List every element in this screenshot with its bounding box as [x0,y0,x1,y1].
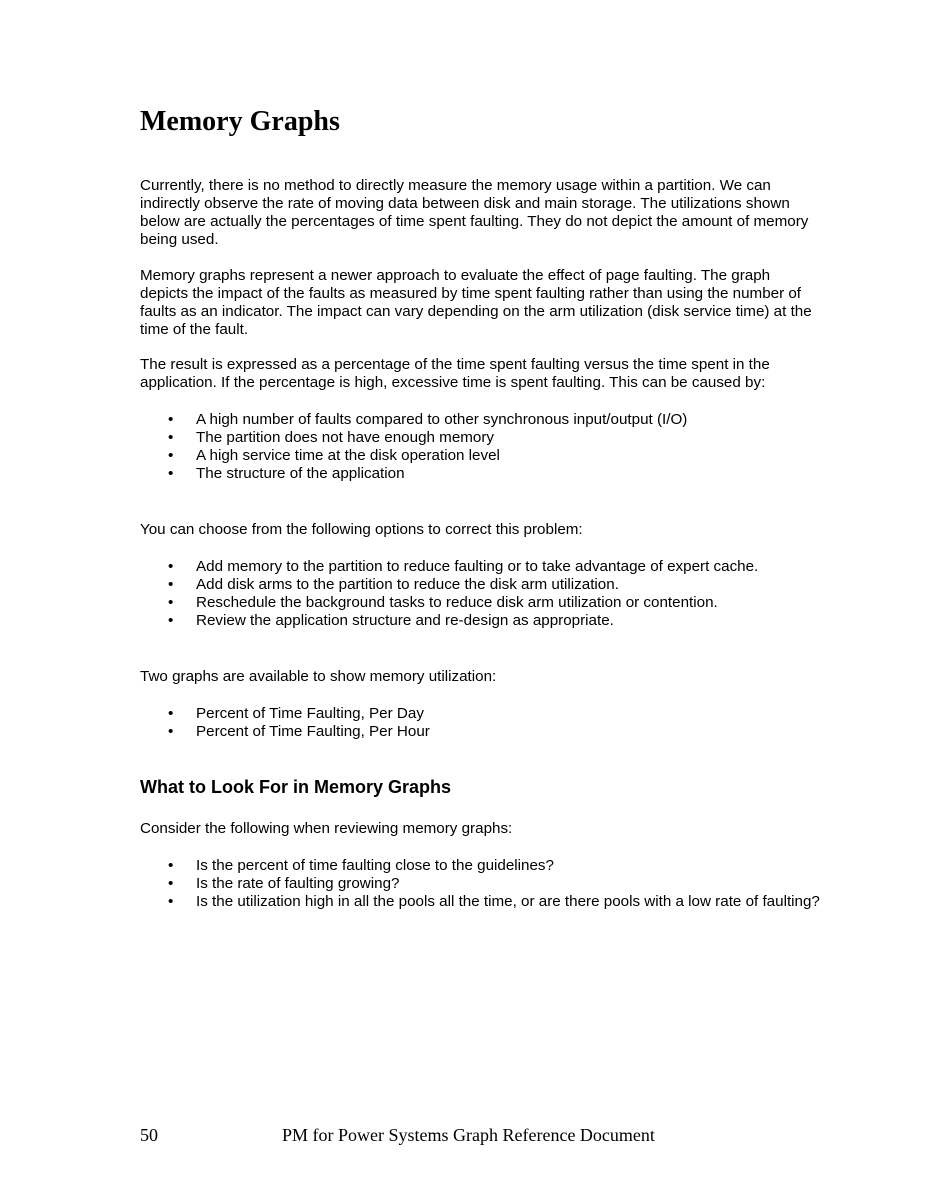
bullet-icon: • [168,857,174,874]
list-item: • The structure of the application [168,465,405,482]
list-item: • Add memory to the partition to reduce faulting or to take advantage of expert cache. [168,558,759,575]
list-item: • The partition does not have enough memory [168,429,495,446]
graphs-list [140,705,820,741]
bullet-icon: • [168,612,174,629]
bullet-icon: • [168,594,174,611]
bullet-icon: • [168,875,174,892]
section-heading: What to Look For in Memory Graphs [140,777,452,797]
list-item: • Is the rate of faulting growing? [168,875,400,892]
bullet-icon: • [168,411,174,428]
list-item: • Reschedule the background tasks to reduce disk arm utilization or contention. [168,594,718,611]
list-item: • Review the application structure and re-design as appropriate. [168,612,614,629]
footer-document-title: PM for Power Systems Graph Reference Document [282,1125,655,1145]
bullet-icon: • [168,723,174,740]
list-item: • Percent of Time Faulting, Per Hour [168,723,430,740]
page-number: 50 [140,1125,158,1145]
bullet-icon: • [168,465,174,482]
bullet-icon: • [168,558,174,575]
options-intro: You can choose from the following options to correct this problem: [140,521,583,538]
graphs-intro: Two graphs are available to show memory utilization: [140,668,497,685]
options-list [140,558,820,630]
page-title: Memory Graphs [140,106,340,137]
list-item: • A high service time at the disk operation level [168,447,500,464]
list-item: • Is the utilization high in all the pools all the time, or are there pools with a low rate of faulting? [168,893,820,910]
list-item: • Is the percent of time faulting close to the guidelines? [168,857,554,874]
list-item: • Add disk arms to the partition to reduce the disk arm utilization. [168,576,619,593]
causes-list [140,411,820,483]
consider-intro: Consider the following when reviewing memory graphs: [140,820,513,837]
list-item: • A high number of faults compared to other synchronous input/output (I/O) [168,411,688,428]
bullet-icon: • [168,429,174,446]
result-paragraph: The result is expressed as a percentage of the time spent faulting versus the time spent in the application. If the percentage is high, excessive time is spent faulting. This can be caused by: [140,356,770,391]
bullet-icon: • [168,576,174,593]
intro-paragraph: Currently, there is no method to directly measure the memory usage within a partition. We can indirectly observe the rate of moving data between disk and main storage. The utilizations shown below are actually the percentages of time spent faulting. They do not depict the amount of memory being used. [140,177,809,248]
list-item: • Percent of Time Faulting, Per Day [168,705,424,722]
bullet-icon: • [168,705,174,722]
bullet-icon: • [168,893,174,910]
approach-paragraph: Memory graphs represent a newer approach to evaluate the effect of page faulting. The graph depicts the impact of the faults as measured by time spent faulting rather than using the number of faults as an indicator. The impact can vary depending on the arm utilization (disk service time) at the time of the fault. [140,267,812,338]
bullet-icon: • [168,447,174,464]
considerations-list [140,857,820,911]
